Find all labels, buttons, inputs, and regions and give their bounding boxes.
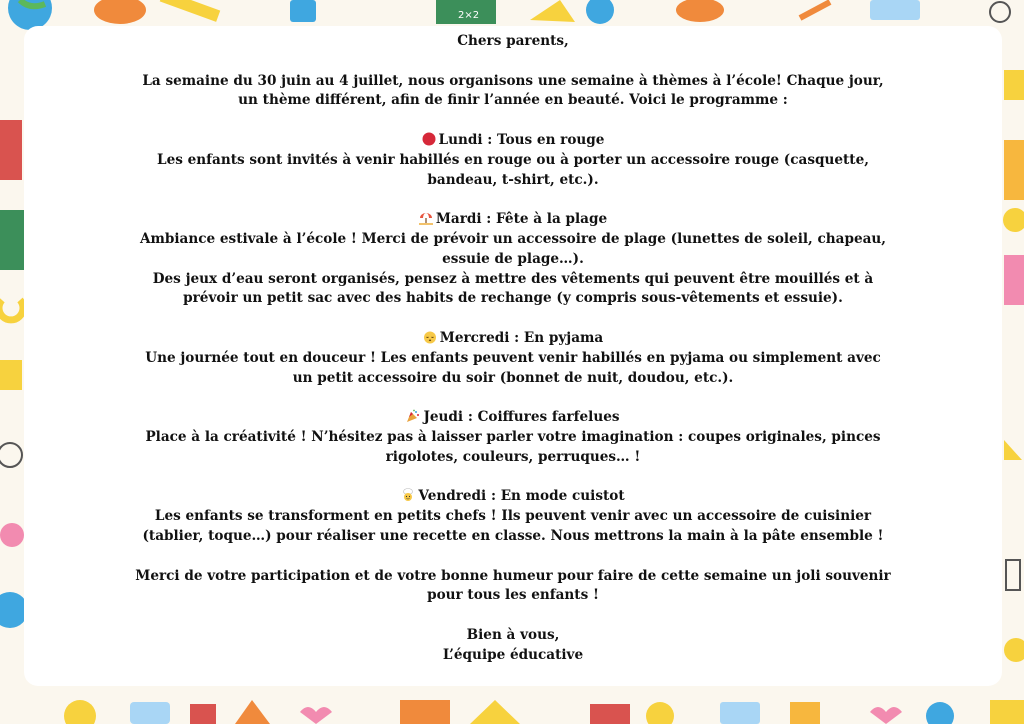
signature: L’équipe éducative (442, 646, 584, 663)
day-title: Mercredi : En pyjama (439, 329, 604, 346)
day-section-wednesday (133, 329, 893, 388)
day-title: Jeudi : Coiffures farfelues (423, 409, 620, 426)
day-title: Vendredi : En mode cuistot (418, 488, 625, 505)
day-description: Ambiance estivale à l’école ! Merci de prévoir un accessoire de plage (lunettes de soleil, chapeau, essuie de plage…). (139, 230, 887, 267)
letter-body (133, 32, 893, 666)
day-description: Des jeux d’eau seront organisés, pensez à mettre des vêtements qui peuvent être mouillés et à prévoir un petit sac avec des habits de rechange (y compris sous-vêtements et essuie). (152, 270, 874, 307)
red-circle-icon (422, 132, 436, 146)
sleeping-face-icon (423, 330, 437, 344)
chef-icon (401, 488, 415, 502)
day-section-friday (133, 487, 893, 546)
day-section-tuesday (133, 210, 893, 309)
svg-text:2×2: 2×2 (458, 10, 480, 21)
greeting: Chers parents, (457, 33, 569, 49)
day-description: Les enfants sont invités à venir habillés en rouge ou à porter un accessoire rouge (casquette, bandeau, t-shirt, etc.). (157, 151, 869, 188)
party-popper-icon (406, 409, 420, 423)
day-section-monday (133, 131, 893, 190)
day-section-thursday (133, 408, 893, 467)
intro-paragraph: La semaine du 30 juin au 4 juillet, nous organisons une semaine à thèmes à l’école! Chaque jour, un thème différent, afin de finir l’année en beauté. Voici le programme : (142, 72, 884, 109)
day-description: Les enfants se transforment en petits chefs ! Ils peuvent venir avec un accessoire de cuisinier (tablier, toque…) pour réaliser une recette en classe. Nous mettrons la main à la pâte ensemble ! (142, 508, 884, 544)
day-title: Lundi : Tous en rouge (438, 131, 605, 148)
day-title: Mardi : Fête à la plage (435, 211, 608, 228)
closing-paragraph: Merci de votre participation et de votre bonne humeur pour faire de cette semaine un joli souvenir pour tous les enfants ! (135, 567, 891, 604)
beach-umbrella-icon (419, 211, 433, 225)
signoff: Bien à vous, (466, 626, 560, 643)
letter-card (24, 26, 1002, 686)
day-description: Place à la créativité ! N’hésitez pas à laisser parler votre imagination : coupes originales, pinces rigolotes, couleurs, perruques… ! (145, 428, 881, 465)
day-description: Une journée tout en douceur ! Les enfants peuvent venir habillés en pyjama ou simplement avec un petit accessoire du soir (bonnet de nuit, doudou, etc.). (145, 349, 881, 386)
